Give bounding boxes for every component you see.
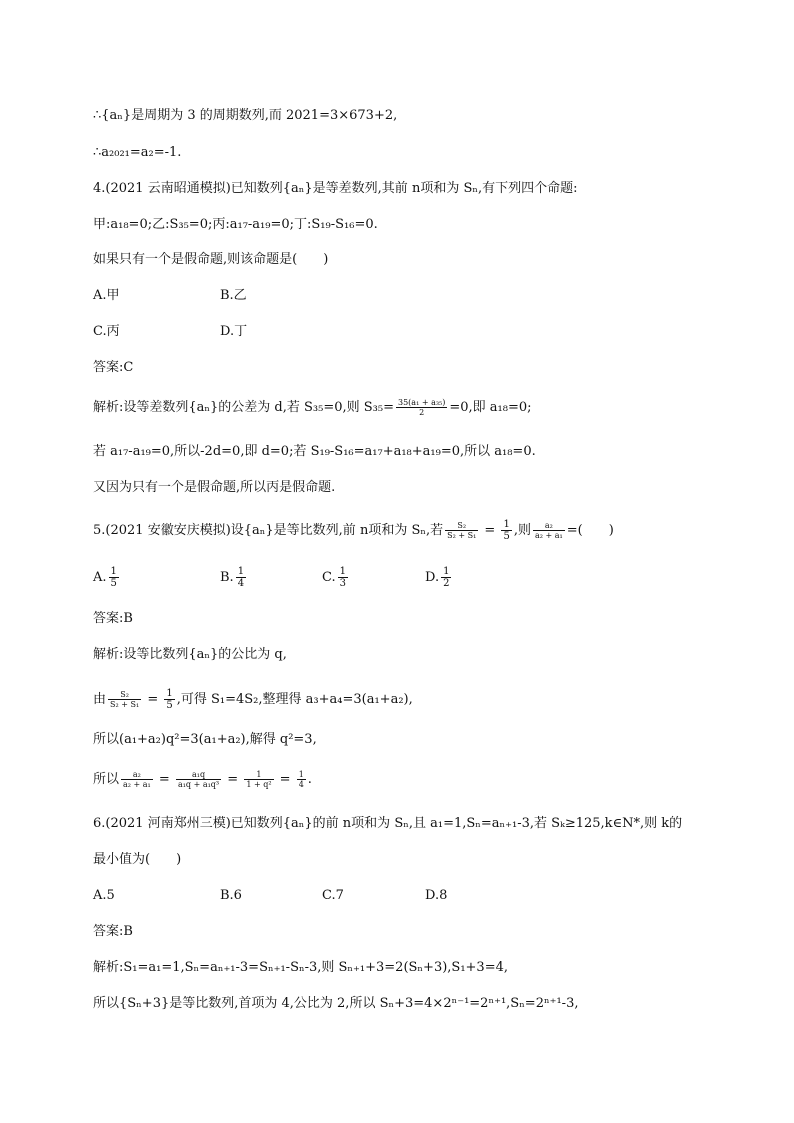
fraction bbox=[164, 688, 174, 711]
option-label: D. bbox=[425, 570, 440, 585]
fraction-numerator: 35(a₁ + a₃₅) bbox=[398, 398, 446, 407]
fraction bbox=[176, 770, 221, 789]
fraction-numerator: 1 bbox=[298, 770, 304, 779]
equals: = bbox=[154, 772, 174, 787]
question-4-ask: 如果只有一个是假命题,则该命题是( ) bbox=[93, 252, 329, 267]
fraction-numerator: a₁q bbox=[176, 770, 221, 780]
equals: = bbox=[275, 772, 295, 787]
equals: = bbox=[223, 772, 243, 787]
option-d: D.丁 bbox=[220, 324, 248, 339]
solution-line: 解析:S₁=a₁=1,Sₙ=aₙ₊₁-3=Sₙ₊₁-Sₙ-3,则 Sₙ₊₁+3=2(Sₙ+3),S₁+3=4, bbox=[93, 960, 509, 975]
option-label: B. bbox=[220, 570, 234, 585]
question-4-stem: 4.(2021 云南昭通模拟)已知数列{aₙ}是等差数列,其前 n项和为 Sₙ,有下列四个命题: bbox=[93, 181, 578, 196]
fraction-denominator: 1 + q² bbox=[246, 780, 272, 789]
fraction-numerator: 1 bbox=[443, 566, 450, 577]
fraction-numerator: 1 bbox=[166, 688, 173, 699]
text-line: ∴{aₙ}是周期为 3 的周期数列,而 2021=3×673+2, bbox=[93, 108, 398, 123]
fraction-numerator: 1 bbox=[110, 566, 117, 577]
fraction-numerator: 1 bbox=[237, 566, 245, 577]
option-label: A. bbox=[93, 570, 107, 585]
option-a: A.甲 bbox=[93, 288, 120, 303]
fraction-denominator: 2 bbox=[419, 408, 425, 417]
fraction-denominator: 3 bbox=[339, 578, 346, 589]
solution-line: 所以{Sₙ+3}是等比数列,首项为 4,公比为 2,所以 Sₙ+3=4×2ⁿ⁻¹=2ⁿ⁺¹,Sₙ=2ⁿ⁺¹-3, bbox=[93, 996, 579, 1011]
fraction-denominator: 2 bbox=[443, 578, 450, 589]
solution-text: 由 bbox=[93, 692, 107, 707]
fraction bbox=[396, 398, 447, 417]
option-c: C.丙 bbox=[93, 324, 120, 339]
option-d bbox=[425, 566, 453, 589]
solution-line: 若 a₁₇-a₁₉=0,所以-2d=0,即 d=0;若 S₁₉-S₁₆=a₁₇+a₁₈+a₁₉=0,所以 a₁₈=0. bbox=[93, 444, 536, 459]
solution-text: 解析:设等差数列{aₙ}的公差为 d,若 S₃₅=0,则 S₃₅= bbox=[93, 400, 394, 415]
fraction bbox=[338, 566, 348, 589]
solution-line bbox=[93, 770, 312, 789]
fraction-numerator: 1 bbox=[244, 770, 273, 780]
fraction-denominator: 5 bbox=[110, 578, 117, 589]
fraction-numerator: a₂ bbox=[121, 770, 153, 780]
fraction-denominator: 4 bbox=[237, 578, 245, 589]
question-6-stem: 6.(2021 河南郑州三模)已知数列{aₙ}的前 n项和为 Sₙ,且 a₁=1,Sₙ=aₙ₊₁-3,若 Sₖ≥125,k∈N*,则 k的 bbox=[93, 816, 683, 831]
fraction-numerator: 1 bbox=[339, 566, 346, 577]
fraction-numerator: S₂ bbox=[445, 521, 478, 531]
fraction bbox=[236, 566, 246, 589]
solution-line bbox=[93, 688, 413, 711]
solution-line: 所以(a₁+a₂)q²=3(a₁+a₂),解得 q²=3, bbox=[93, 732, 317, 747]
fraction-numerator: S₂ bbox=[108, 690, 141, 700]
fraction bbox=[501, 519, 511, 542]
stem-text: ,则 bbox=[513, 523, 531, 538]
option-b: B.乙 bbox=[220, 288, 247, 303]
solution-line bbox=[93, 398, 532, 417]
answer: 答案:B bbox=[93, 924, 133, 939]
text-line: ∴a₂₀₂₁=a₂=-1. bbox=[93, 145, 182, 160]
fraction-denominator: 5 bbox=[166, 700, 173, 711]
equals: = bbox=[143, 692, 163, 707]
solution-text: ,可得 S₁=4S₂,整理得 a₃+a₄=3(a₁+a₂), bbox=[176, 692, 413, 707]
fraction bbox=[441, 566, 451, 589]
option-a: A.5 bbox=[93, 888, 115, 903]
fraction bbox=[297, 770, 306, 789]
fraction-denominator: a₂ + a₁ bbox=[534, 531, 563, 540]
fraction-denominator: 5 bbox=[503, 531, 510, 542]
fraction bbox=[533, 521, 565, 540]
solution-text: =0,即 a₁₈=0; bbox=[449, 400, 532, 415]
fraction bbox=[244, 770, 273, 789]
stem-text: 5.(2021 安徽安庆模拟)设{aₙ}是等比数列,前 n项和为 Sₙ,若 bbox=[93, 523, 444, 538]
question-4-propositions: 甲:a₁₈=0;乙:S₃₅=0;丙:a₁₇-a₁₉=0;丁:S₁₉-S₁₆=0. bbox=[93, 217, 378, 232]
solution-line: 解析:设等比数列{aₙ}的公比为 q, bbox=[93, 647, 287, 662]
option-b bbox=[220, 566, 248, 589]
fraction-denominator: S₂ + S₁ bbox=[447, 531, 477, 540]
fraction bbox=[108, 690, 141, 709]
fraction-denominator: 4 bbox=[298, 780, 304, 789]
option-d: D.8 bbox=[425, 888, 448, 903]
option-c: C.7 bbox=[322, 888, 344, 903]
answer: 答案:C bbox=[93, 360, 134, 375]
solution-line: 又因为只有一个是假命题,所以丙是假命题. bbox=[93, 480, 336, 495]
fraction bbox=[121, 770, 153, 789]
solution-text: 所以 bbox=[93, 772, 120, 787]
fraction-numerator: 1 bbox=[503, 519, 510, 530]
option-a bbox=[93, 566, 121, 589]
equals: = bbox=[480, 523, 500, 538]
solution-text: . bbox=[307, 772, 312, 787]
fraction-denominator: a₂ + a₁ bbox=[123, 780, 151, 789]
fraction-denominator: S₂ + S₁ bbox=[110, 700, 140, 709]
option-c bbox=[322, 566, 350, 589]
fraction-denominator: a₁q + a₁q³ bbox=[177, 780, 220, 789]
fraction bbox=[109, 566, 119, 589]
fraction bbox=[445, 521, 478, 540]
stem-text: =( ) bbox=[566, 523, 614, 538]
option-b: B.6 bbox=[220, 888, 242, 903]
question-6-stem-cont: 最小值为( ) bbox=[93, 852, 182, 867]
option-label: C. bbox=[322, 570, 336, 585]
answer: 答案:B bbox=[93, 611, 133, 626]
question-5-stem bbox=[93, 519, 614, 542]
fraction-numerator: a₂ bbox=[533, 521, 565, 531]
